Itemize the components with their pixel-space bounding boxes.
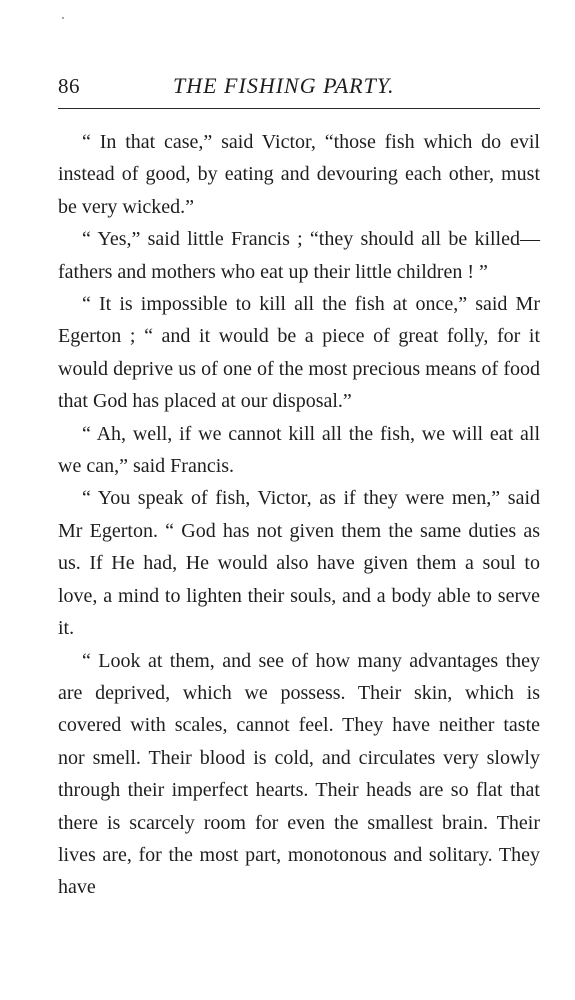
paragraph: “ It is impossible to kill all the fish at once,” said Mr Egerton ; “ and it would be a piece of great folly, for it would deprive us of one of the most precious means of food that God has placed at our disposal.” [58, 293, 540, 413]
paragraph: “ Ah, well, if we cannot kill all the fish, we will eat all we can,” said Francis. [58, 422, 540, 478]
body-text [58, 126, 540, 904]
paragraph: “ Look at them, and see of how many advantages they are deprived, which we possess. Their skin, which is covered with scales, cannot feel. They have neither taste nor smell. Their blood is cold, and circulates very slowly through their imperfect hearts. Their heads are so flat that there is scarcely room for even the smallest brain. Their lives are, for the most part, monotonous and solitary. They have [58, 649, 540, 899]
paper-speck [62, 17, 64, 19]
running-title: THE FISHING PARTY. [173, 73, 395, 98]
header-rule [58, 108, 540, 109]
page-header [58, 72, 540, 104]
paragraph: “ Yes,” said little Francis ; “they should all be killed—fathers and mothers who eat up their little children ! ” [58, 228, 540, 283]
page-number: 86 [58, 74, 80, 98]
paragraph: “ You speak of fish, Victor, as if they were men,” said Mr Egerton. “ God has not given them the same duties as us. If He had, He would also have given them a soul to love, a mind to lighten their souls, and a body able to serve it. [58, 487, 540, 640]
paragraph: “ In that case,” said Victor, “those fish which do evil instead of good, by eating and devouring each other, must be very wicked.” [58, 131, 540, 218]
